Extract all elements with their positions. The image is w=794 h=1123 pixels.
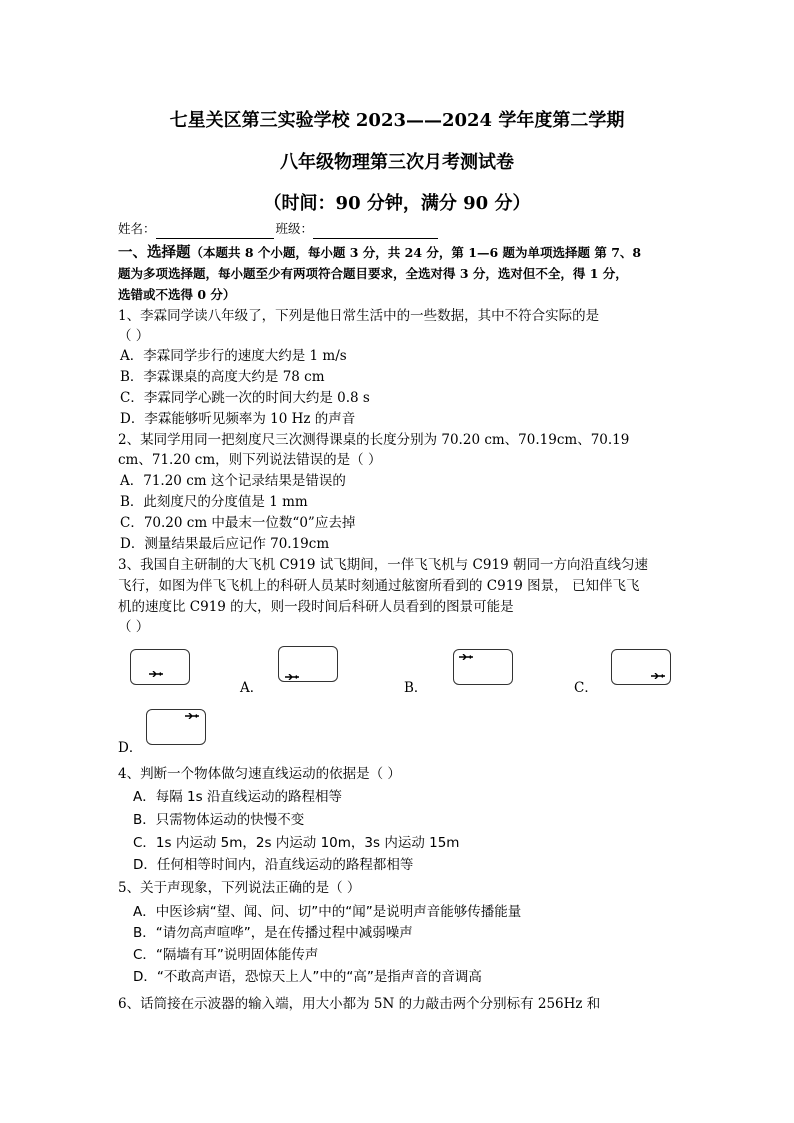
- q3-label-b: B．: [404, 680, 428, 696]
- q3-stem-line2: 飞行，如图为伴飞飞机上的科研人员某时刻通过舷窗所看到的 C919 图景， 已知伴飞飞: [118, 578, 640, 594]
- airplane-icon: [459, 654, 473, 660]
- section1-desc-line3: 选错或不选得 0 分）: [118, 287, 236, 302]
- q2-stem-line1: 2、某同学用同一把刻度尺三次测得课桌的长度分别为 70.20 cm、70.19cm、70.19: [118, 432, 630, 448]
- q5-option-a: A．中医诊病“望、闻、问、切”中的“闻”是说明声音能够传播能量: [133, 904, 522, 920]
- student-info: [118, 219, 440, 239]
- q2-option-c: C．70.20 cm 中最末一位数“0”应去掉: [120, 515, 356, 531]
- name-blank[interactable]: [156, 224, 274, 239]
- q3-stem-line1: 3、我国自主研制的大飞机 C919 试飞期间，一伴飞飞机与 C919 朝同一方向沿直线匀速: [118, 557, 648, 573]
- exam-title: 八年级物理第三次月考测试卷: [280, 152, 514, 173]
- airplane-icon: [149, 671, 163, 677]
- q1-option-c: C．李霖同学心跳一次的时间大约是 0.8 s: [120, 390, 370, 406]
- section1-desc-line2: 题为多项选择题，每小题至少有两项符合题目要求，全选对得 3 分，选对但不全，得 1 分，: [118, 266, 628, 281]
- section1-desc: （本题共 8 个小题，每小题 3 分，共 24 分，第 1—6 题为单项选择题 第 7、8: [190, 245, 642, 260]
- q3-paren: （ ）: [118, 619, 150, 635]
- q3-stem-line3: 机的速度比 C919 的大，则一段时间后科研人员看到的图景可能是: [118, 599, 514, 615]
- q1-stem: 1、李霖同学读八年级了，下列是他日常生活中的一些数据，其中不符合实际的是: [118, 308, 600, 324]
- class-label: 班级：: [275, 221, 314, 236]
- time-info: （时间：90 分钟，满分 90 分）: [263, 193, 531, 214]
- q1-option-d: D．李霖能够听见频率为 10 Hz 的声音: [120, 411, 356, 427]
- q4-stem: 4、判断一个物体做匀速直线运动的依据是（ ）: [118, 766, 401, 782]
- q2-option-b: B．此刻度尺的分度值是 1 mm: [120, 494, 308, 510]
- q1-paren: （ ）: [118, 328, 150, 344]
- q5-option-c: C．“隔墙有耳”说明固体能传声: [133, 947, 319, 963]
- q3-label-c: C．: [574, 680, 598, 696]
- class-blank[interactable]: [313, 224, 438, 239]
- q3-label-a: A．: [240, 680, 264, 696]
- q5-stem: 5、关于声现象，下列说法正确的是（ ）: [118, 880, 361, 896]
- airplane-icon: [285, 674, 299, 680]
- q5-option-d: D．“不敢高声语，恐惊天上人”中的“高”是指声音的音调高: [133, 969, 482, 985]
- name-label: 姓名：: [118, 221, 156, 236]
- q3-option-b-image[interactable]: [453, 649, 513, 685]
- airplane-icon: [185, 713, 199, 719]
- q2-stem-line2: cm、71.20 cm，则下列说法错误的是（ ）: [118, 452, 382, 468]
- q2-option-a: A．71.20 cm 这个记录结果是错误的: [120, 473, 346, 489]
- q4-option-b: B．只需物体运动的快慢不变: [133, 812, 305, 828]
- q4-option-c: C．1s 内运动 5m，2s 内运动 10m，3s 内运动 15m: [133, 835, 460, 851]
- q3-reference-window: [130, 649, 190, 685]
- q5-option-b: B．“请勿高声喧哗”，是在传播过程中减弱噪声: [133, 925, 413, 941]
- section1-line1: [118, 243, 641, 263]
- q6-stem: 6、话筒接在示波器的输入端，用大小都为 5N 的力敲击两个分别标有 256Hz 和: [118, 996, 601, 1012]
- q4-option-d: D．任何相等时间内，沿直线运动的路程都相等: [133, 857, 414, 873]
- q2-option-d: D．测量结果最后应记作 70.19cm: [120, 536, 330, 552]
- q3-option-c-image[interactable]: [611, 649, 671, 685]
- airplane-icon: [651, 673, 665, 679]
- q3-option-a-image[interactable]: [278, 646, 338, 682]
- school-title: 七星关区第三实验学校 2023——2024 学年度第二学期: [169, 110, 625, 131]
- section1-heading: 一、选择题: [118, 244, 191, 261]
- q1-option-b: B．李霖课桌的高度大约是 78 cm: [120, 369, 325, 385]
- q4-option-a: A．每隔 1s 沿直线运动的路程相等: [133, 789, 342, 805]
- q3-label-d: D．: [118, 740, 143, 756]
- q3-option-d-image[interactable]: [146, 709, 206, 745]
- q1-option-a: A．李霖同学步行的速度大约是 1 m/s: [120, 348, 347, 364]
